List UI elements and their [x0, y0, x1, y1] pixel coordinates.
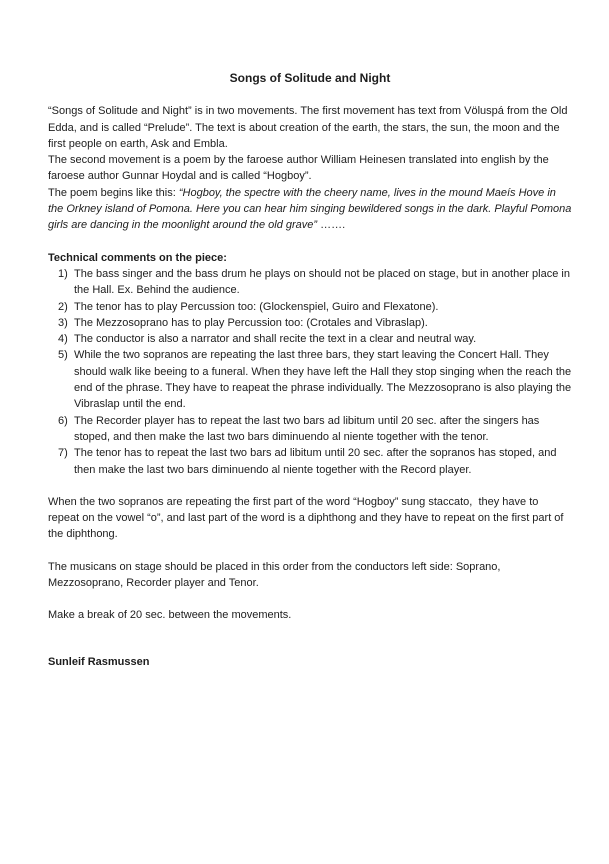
list-item-marker: 2) [58, 300, 68, 313]
closing-paragraph-stage-order: The musicans on stage should be placed in this order from the conductors left side: Soprano, Mezzosoprano, Recorder player and Tenor. [48, 560, 504, 590]
list-item-text: The bass singer and the bass drum he plays on should not be placed on stage, but in another place in the Hall. Ex. Behind the audience. [74, 267, 574, 297]
list-item-7 [48, 445, 572, 478]
list-item-text: The tenor has to repeat the last two bars ad libitum until 20 sec. after the sopranos has stoped, and then make the last two bars diminuendo al niente together with the Record player. [74, 447, 560, 476]
document-title: Songs of Solitude and Night [229, 71, 391, 85]
technical-comments-heading: Technical comments on the piece: [48, 251, 227, 264]
list-item-marker: 3) [58, 316, 68, 329]
list-item-2 [48, 299, 572, 315]
closing-paragraph-staccato: When the two sopranos are repeating the first part of the word “Hogboy” sung staccato, they have to repeat on the vowel “o”, and last part of the word is a diphthong and they have to repeat on the first part of the diphthong. [48, 495, 567, 541]
list-item-marker: 4) [58, 333, 68, 346]
poem-quote-lead: The poem begins like this: [48, 186, 179, 199]
list-item-text: While the two sopranos are repeating the last three bars, they start leaving the Concert Hall. They should walk like beeing to a funeral. When they have left the Hall they stop singing when the reach the end of the phrase. They have to reapeat the phrase individually. The Mezzosoprano is also playing the Vibraslap until the end. [74, 349, 575, 411]
list-item-1 [48, 266, 572, 299]
list-item-6 [48, 413, 572, 446]
list-item-text: The Recorder player has to repeat the last two bars ad libitum until 20 sec. after the singers has stoped, and then make the last two bars diminuendo al niente together with the tenor. [74, 414, 543, 443]
intro-paragraph-2: The second movement is a poem by the faroese author William Heinesen translated into english by the faroese author Gunnar Hoydal and is called “Hogboy”. [48, 154, 552, 183]
list-item-5 [48, 347, 575, 412]
poem-quote-italic: “Hogboy, the spectre with the cheery name, lives in the mound Maeís Hove in the Orkney island of Pomona. Here you can hear him singing bewildered songs in the dark. Playful Pomona girls are dancing in the moonlight around the old grave” [48, 186, 575, 232]
intro-paragraph-1: “Songs of Solitude and Night” is in two movements. The first movement has text from Völuspá from the Old Edda, and is called “Prelude”. The text is about creation of the earth, the stars, the sun, the moon and the first people on earth, Ask and Embla. [48, 105, 571, 150]
list-item-marker: 6) [58, 414, 68, 427]
closing-paragraph-break: Make a break of 20 sec. between the movements. [48, 609, 292, 622]
technical-comments-list [48, 266, 575, 478]
list-item-text: The conductor is also a narrator and shall recite the text in a clear and neutral way. [74, 333, 477, 346]
poem-quote-paragraph [48, 185, 575, 234]
poem-quote-trail: ……. [317, 219, 346, 232]
list-item-marker: 1) [58, 267, 68, 280]
list-item-3 [48, 315, 572, 331]
list-item-marker: 5) [58, 349, 68, 362]
author-signature: Sunleif Rasmussen [48, 655, 150, 668]
list-item-4 [48, 331, 572, 347]
list-item-marker: 7) [58, 447, 68, 460]
document-content [48, 70, 575, 670]
list-item-text: The Mezzosoprano has to play Percussion too: (Crotales and Vibraslap). [74, 316, 428, 329]
list-item-text: The tenor has to play Percussion too: (Glockenspiel, Guiro and Flexatone). [74, 300, 439, 313]
